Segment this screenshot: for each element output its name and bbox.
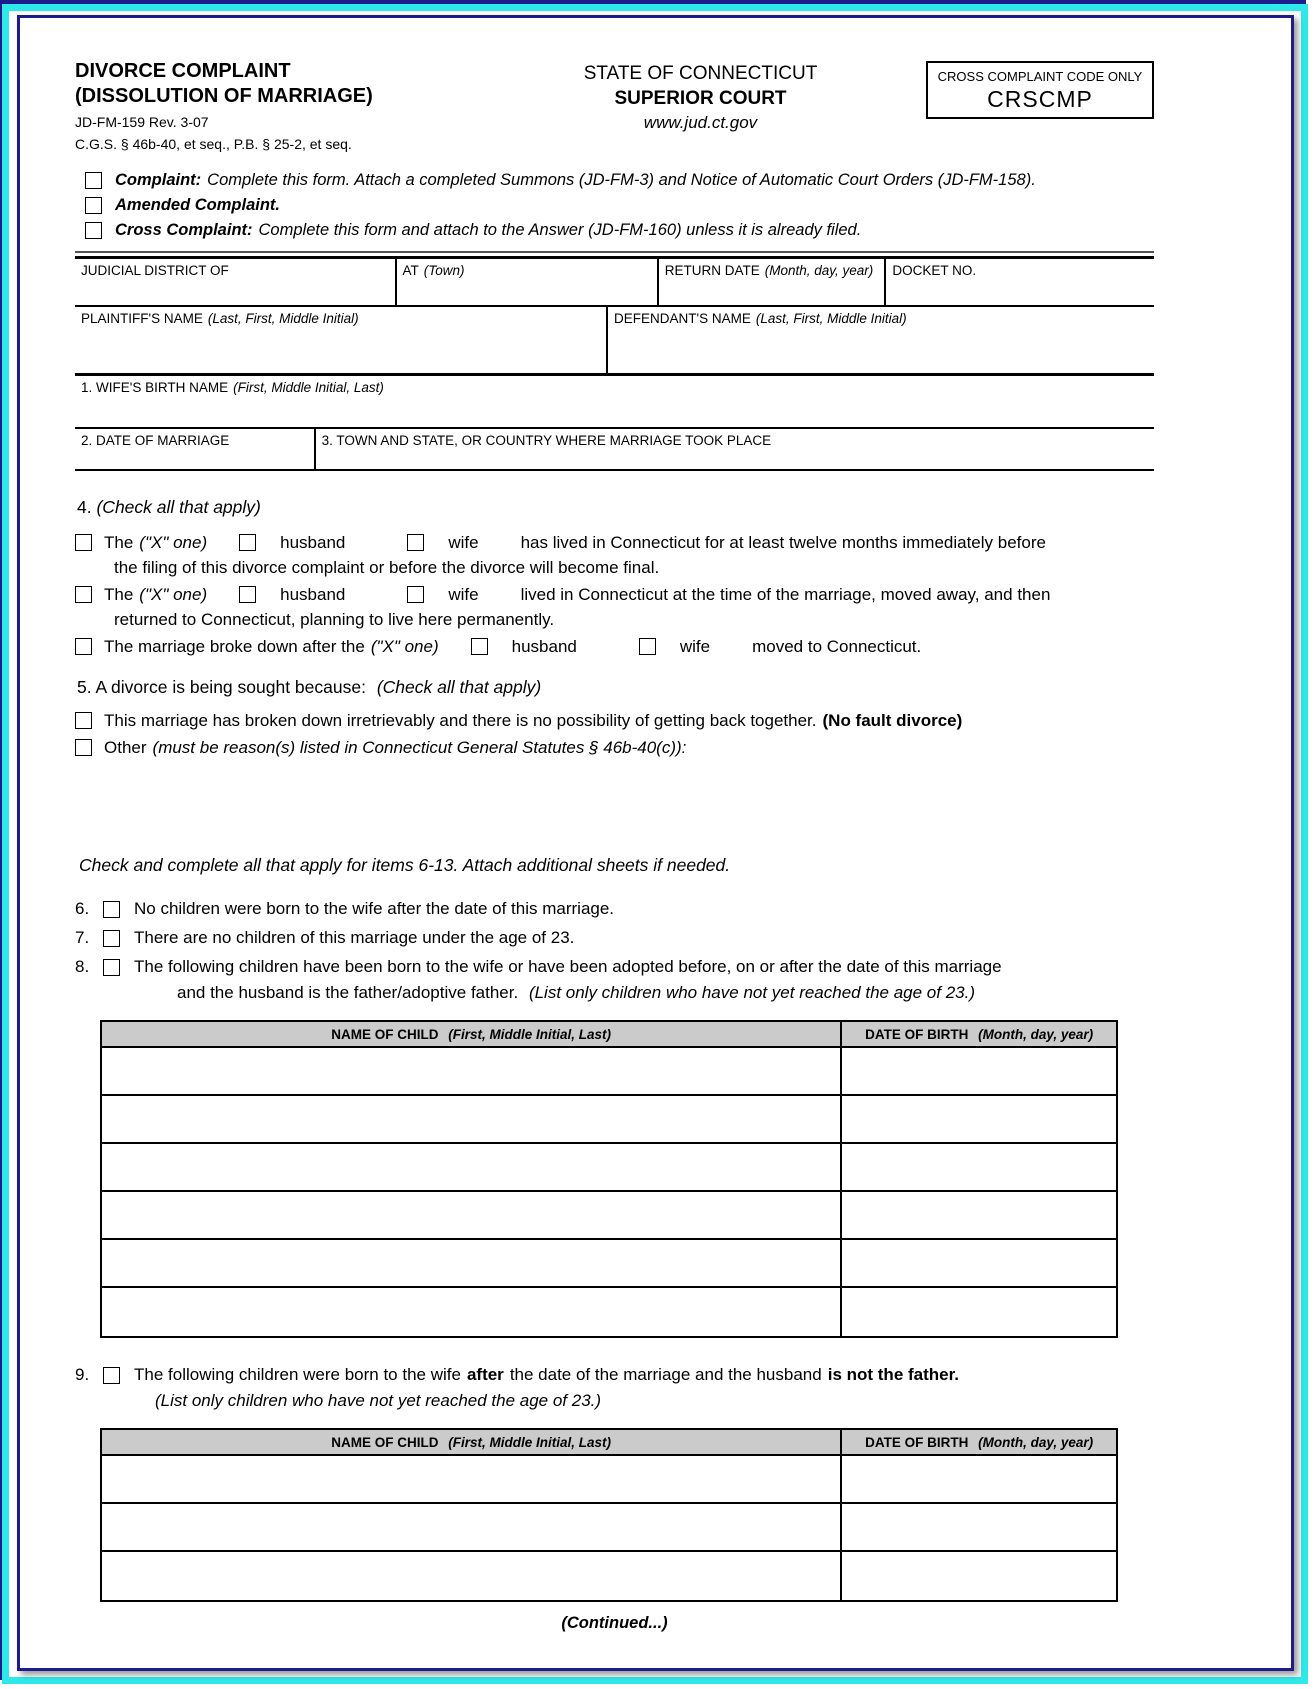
checkbox-item4-opt1-husband[interactable] [239, 534, 256, 551]
item9-number: 9. [75, 1365, 90, 1384]
child-dob-cell[interactable] [842, 1240, 1116, 1286]
form-statutes: C.G.S. § 46b-40, et seq., P.B. § 25-2, et seq. [75, 136, 352, 152]
child-row [102, 1144, 1116, 1192]
item4-opt3-husband-label: husband [511, 637, 577, 656]
item4-heading [77, 497, 1154, 518]
defendant-name-label: DEFENDANT'S NAME [614, 311, 751, 326]
item4-opt1-x-one: ("X" one) [139, 533, 208, 552]
item4-opt3-wife-label: wife [679, 637, 711, 656]
item5-option2 [75, 735, 1154, 760]
case-info-table [75, 256, 1154, 471]
child-name-cell[interactable] [102, 1192, 842, 1238]
child-row [102, 1288, 1116, 1336]
item8-line2-hint: (List only children who have not yet reached the age of 23.) [528, 983, 975, 1002]
name-of-child-hint: (First, Middle Initial, Last) [448, 1027, 611, 1042]
case-info-row-1 [75, 259, 1154, 305]
child-name-cell[interactable] [102, 1552, 842, 1600]
code-box-value: CRSCMP [987, 86, 1093, 112]
item9-seg1: The following children were born to the wife [134, 1365, 461, 1384]
plaintiff-name-label: PLAINTIFF'S NAME [81, 311, 203, 326]
checkbox-item4-opt1-wife[interactable] [407, 534, 424, 551]
item8-line2-text: and the husband is the father/adoptive father. [177, 983, 519, 1002]
item4-opt2-text2: returned to Connecticut, planning to live here permanently. [114, 610, 555, 629]
plaintiff-name-hint: (Last, First, Middle Initial) [207, 311, 359, 326]
item5-opt2-hint: (must be reason(s) listed in Connecticut General Statutes § 46b-40(c)): [152, 738, 687, 757]
child-name-cell[interactable] [102, 1240, 842, 1286]
judicial-district-label: JUDICIAL DISTRICT OF [81, 263, 229, 278]
child-row [102, 1456, 1116, 1504]
defendant-name-field[interactable] [608, 307, 1154, 373]
court-block [475, 59, 926, 135]
child-row [102, 1096, 1116, 1144]
form-header [75, 59, 1154, 153]
other-reasons-write-in-area[interactable] [75, 760, 1154, 855]
child-name-cell[interactable] [102, 1048, 842, 1094]
form-title-block [75, 59, 475, 153]
name-of-child-label: NAME OF CHILD [331, 1027, 439, 1042]
item4-number: 4. [77, 497, 92, 517]
checkbox-item4-opt2-husband[interactable] [239, 586, 256, 603]
checkbox-item4-opt3-husband[interactable] [471, 638, 488, 655]
child-dob-cell[interactable] [842, 1144, 1116, 1190]
date-of-birth-label: DATE OF BIRTH [865, 1027, 969, 1042]
item4-option2 [75, 582, 1154, 607]
at-town-field[interactable] [397, 259, 659, 305]
form-number: JD-FM-159 Rev. 3-07 [75, 114, 209, 130]
item4-opt3-x-one: ("X" one) [370, 637, 439, 656]
judicial-district-field[interactable] [75, 259, 397, 305]
item6-text: No children were born to the wife after the date of this marriage. [134, 899, 615, 918]
item8-line1: The following children have been born to the wife or have been adopted before, on or after the date of this marriage [134, 957, 1002, 976]
item4-opt2-lead: The [104, 585, 134, 604]
child-name-cell[interactable] [102, 1456, 842, 1502]
item4-opt1-text: has lived in Connecticut for at least twelve months immediately before [520, 533, 1046, 552]
children-table-item9 [100, 1428, 1118, 1602]
cross-label: Cross Complaint: [115, 221, 253, 239]
item4-option1 [75, 530, 1154, 555]
checkbox-item9[interactable] [103, 1367, 120, 1384]
children-table9-body [102, 1456, 1116, 1600]
item4-opt1-text2: the filing of this divorce complaint or before the divorce will become final. [114, 558, 660, 577]
docket-no-label: DOCKET NO. [892, 263, 977, 278]
checkbox-item4-opt1[interactable] [75, 534, 92, 551]
item4-opt1-lead: The [104, 533, 134, 552]
complaint-text: Complete this form. Attach a completed Summons (JD-FM-3) and Notice of Automatic Court Orders (JD-FM-158). [207, 171, 1036, 189]
wife-birth-name-label: 1. WIFE'S BIRTH NAME [81, 380, 229, 395]
marriage-date-field[interactable] [75, 429, 316, 469]
checkbox-item4-opt2-wife[interactable] [407, 586, 424, 603]
date-of-birth-label: DATE OF BIRTH [865, 1435, 969, 1450]
name-of-child-hint: (First, Middle Initial, Last) [448, 1435, 611, 1450]
form-content [17, 15, 1294, 1671]
return-date-hint: (Month, day, year) [764, 263, 874, 278]
case-info-row-4 [75, 427, 1154, 471]
item4-opt1-husband-label: husband [280, 533, 346, 552]
wife-birth-name-hint: (First, Middle Initial, Last) [233, 380, 384, 395]
child-name-cell[interactable] [102, 1288, 842, 1336]
item5-opt2-text: Other [104, 738, 147, 757]
item4-opt2-x-one: ("X" one) [139, 585, 208, 604]
child-row [102, 1552, 1116, 1600]
child-row [102, 1240, 1116, 1288]
checkbox-complaint[interactable] [85, 172, 102, 189]
item4-option3 [75, 634, 1154, 659]
child-row [102, 1048, 1116, 1096]
at-hint: (Town) [423, 263, 465, 278]
return-date-field[interactable] [659, 259, 887, 305]
item9-bold2: is not the father. [827, 1365, 960, 1384]
date-of-birth-hint: (Month, day, year) [978, 1435, 1094, 1450]
item4-opt3-lead: The marriage broke down after the [104, 637, 365, 656]
item9-hint: (List only children who have not yet reached the age of 23.) [155, 1391, 602, 1410]
children-table9-header [102, 1430, 1116, 1456]
case-info-row-2 [75, 305, 1154, 373]
item5-heading [77, 677, 1154, 698]
item9 [75, 1362, 1154, 1388]
child-row [102, 1504, 1116, 1552]
item7 [75, 925, 1154, 951]
item5-option1 [75, 708, 1154, 733]
checkbox-item5-no-fault[interactable] [75, 712, 92, 729]
name-of-child-label: NAME OF CHILD [331, 1435, 439, 1450]
form-title-line2: (DISSOLUTION OF MARRIAGE) [75, 85, 373, 107]
item8-line2 [177, 980, 1154, 1006]
checkbox-amended-complaint[interactable] [85, 197, 102, 214]
item5-heading-hint: (Check all that apply) [376, 677, 542, 697]
wife-birth-name-field[interactable] [75, 373, 1154, 427]
marriage-place-field[interactable] [316, 429, 1154, 469]
filing-option-amended [85, 194, 1154, 216]
child-name-cell[interactable] [102, 1096, 842, 1142]
at-label: AT [402, 263, 419, 278]
return-date-label: RETURN DATE [664, 263, 760, 278]
checkbox-item4-opt3[interactable] [75, 638, 92, 655]
marriage-date-label: 2. DATE OF MARRIAGE [81, 433, 230, 448]
date-of-birth-hint: (Month, day, year) [978, 1027, 1094, 1042]
checkbox-cross-complaint[interactable] [85, 222, 102, 239]
marriage-place-label: 3. TOWN AND STATE, OR COUNTRY WHERE MARRIAGE TOOK PLACE [321, 433, 772, 448]
checkbox-item5-other[interactable] [75, 739, 92, 756]
child-dob-cell[interactable] [842, 1048, 1116, 1094]
child-dob-cell[interactable] [842, 1552, 1116, 1600]
child-dob-cell[interactable] [842, 1504, 1116, 1550]
name-of-child-header [102, 1430, 842, 1454]
court-name: SUPERIOR COURT [614, 88, 787, 109]
item9-bold1: after [466, 1365, 504, 1384]
filing-options [75, 169, 1154, 241]
filing-option-cross [85, 219, 1154, 241]
item5-heading-text: 5. A divorce is being sought because: [77, 677, 366, 697]
child-name-cell[interactable] [102, 1504, 842, 1550]
items-6-13-note: Check and complete all that apply for items 6-13. Attach additional sheets if needed. [79, 855, 731, 875]
state-name: STATE OF CONNECTICUT [583, 63, 818, 84]
child-dob-cell[interactable] [842, 1288, 1116, 1336]
defendant-name-hint: (Last, First, Middle Initial) [755, 311, 907, 326]
plaintiff-name-field[interactable] [75, 307, 608, 373]
item9-seg2: the date of the marriage and the husband [509, 1365, 822, 1384]
item6 [75, 896, 1154, 922]
item5-opt1-bold: (No fault divorce) [822, 711, 963, 730]
form-title-line1: DIVORCE COMPLAINT [75, 60, 291, 82]
child-dob-cell[interactable] [842, 1096, 1116, 1142]
children-table8-header [102, 1022, 1116, 1048]
code-box-label: CROSS COMPLAINT CODE ONLY [937, 69, 1143, 84]
checkbox-item4-opt3-wife[interactable] [639, 638, 656, 655]
items-list [75, 896, 1154, 1006]
complaint-label: Complaint: [115, 171, 202, 189]
item4-opt3-text: moved to Connecticut. [752, 637, 922, 656]
court-website: www.jud.ct.gov [643, 113, 758, 132]
item4-opt1-wife-label: wife [448, 533, 479, 552]
item4-heading-text: (Check all that apply) [96, 497, 261, 517]
date-of-birth-header [842, 1022, 1116, 1046]
item7-number: 7. [75, 928, 90, 947]
cross-complaint-code-box [926, 61, 1154, 119]
item4-opt2-wife-label: wife [448, 585, 479, 604]
item8 [75, 954, 1154, 980]
item7-text: There are no children of this marriage under the age of 23. [134, 928, 575, 947]
checkbox-item4-opt2[interactable] [75, 586, 92, 603]
children-table-item8 [100, 1020, 1118, 1338]
amended-label: Amended Complaint. [115, 196, 281, 214]
checkbox-item6[interactable] [103, 901, 120, 918]
child-dob-cell[interactable] [842, 1456, 1116, 1502]
child-dob-cell[interactable] [842, 1192, 1116, 1238]
item4-opt2-text: lived in Connecticut at the time of the marriage, moved away, and then [520, 585, 1051, 604]
child-name-cell[interactable] [102, 1144, 842, 1190]
child-row [102, 1192, 1116, 1240]
name-of-child-header [102, 1022, 842, 1046]
checkbox-item8[interactable] [103, 959, 120, 976]
cross-text: Complete this form and attach to the Answer (JD-FM-160) unless it is already filed. [258, 221, 862, 239]
item8-number: 8. [75, 957, 90, 976]
docket-no-field[interactable] [886, 259, 1154, 305]
item4-opt2-husband-label: husband [280, 585, 346, 604]
date-of-birth-header [842, 1430, 1116, 1454]
item5-opt1-text: This marriage has broken down irretrievably and there is no possibility of getting back together. [104, 711, 817, 730]
checkbox-item7[interactable] [103, 930, 120, 947]
filing-option-complaint [85, 169, 1154, 191]
children-table8-body [102, 1048, 1116, 1336]
continued-note: (Continued...) [561, 1614, 668, 1632]
item6-number: 6. [75, 899, 90, 918]
